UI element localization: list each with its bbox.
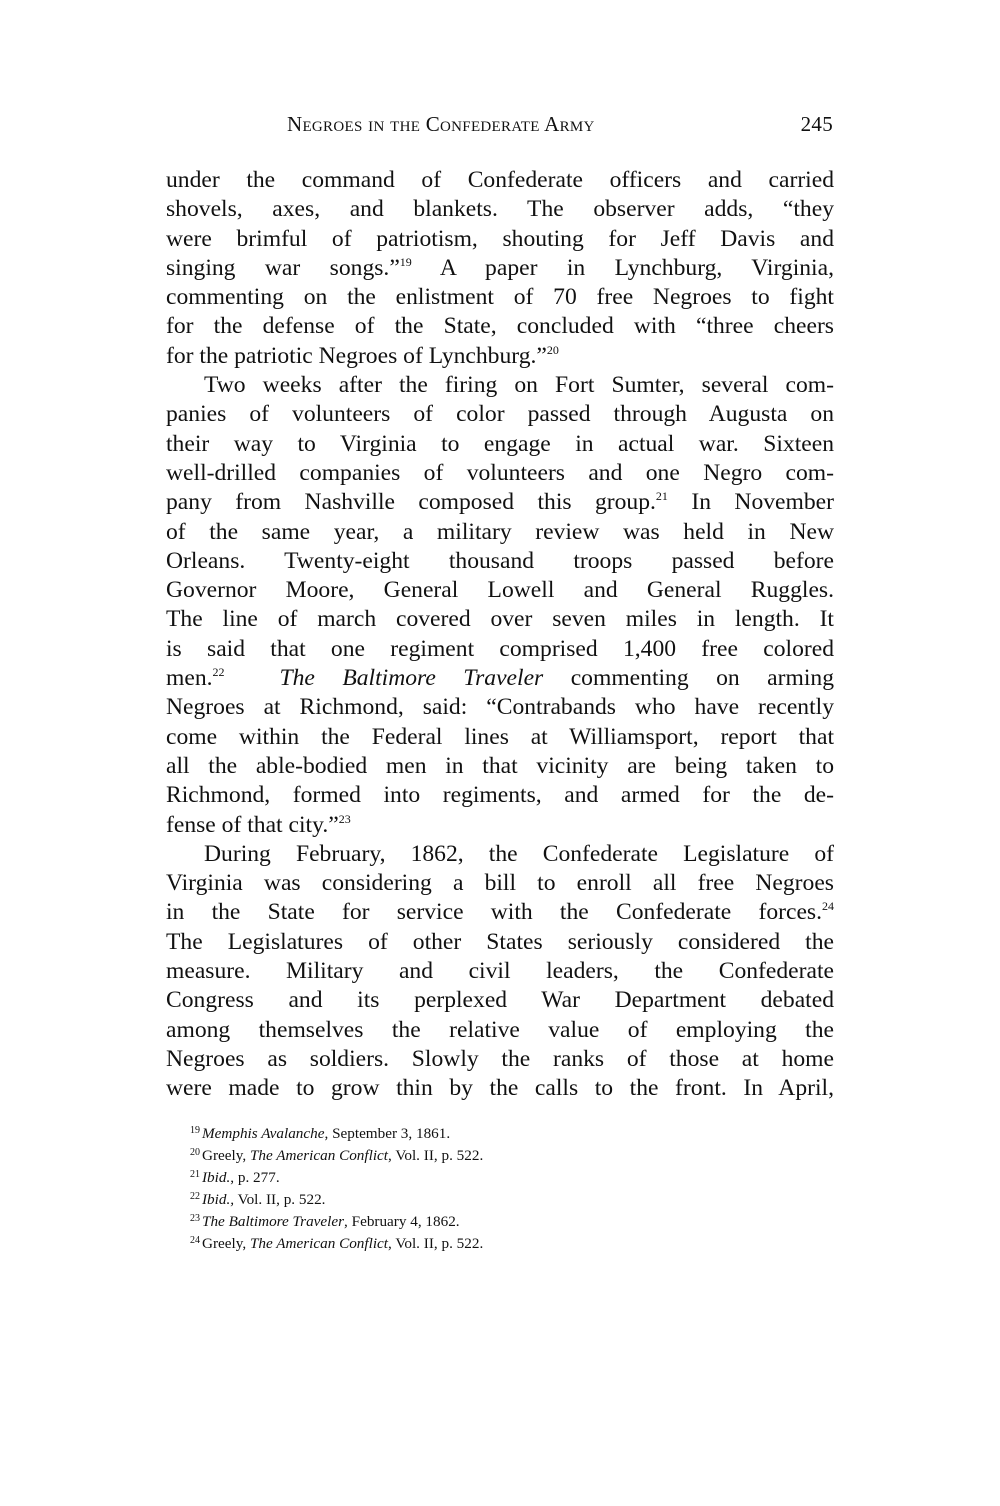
source-title: The American Conflict: [249, 1235, 389, 1252]
text-fragment: commenting on arming: [543, 665, 834, 692]
text-line: Governor Moore, General Lowell and General Ruggles.: [166, 577, 834, 604]
body-text: [166, 166, 834, 1104]
text-line: of the same year, a military review was held in New: [166, 518, 834, 545]
text-line: Negroes as soldiers. Slowly the ranks of those at home: [166, 1045, 834, 1072]
newspaper-title: The Baltimore Traveler: [279, 665, 544, 692]
text-line: Virginia was considering a bill to enroll all free Negroes: [166, 870, 834, 897]
text-fragment: In November: [667, 489, 834, 516]
footnote-ref-19[interactable]: 19: [399, 254, 412, 269]
source-title: The Baltimore Traveler: [202, 1213, 345, 1230]
text-line: were brimful of patriotism, shouting for Jeff Davis and: [166, 225, 834, 252]
footnote-detail: Vol. II, p. 522.: [234, 1191, 326, 1208]
text-line: under the command of Confederate officers and carried: [166, 167, 834, 193]
footnote-number: 23: [190, 1213, 200, 1224]
footnote-19: [190, 1123, 670, 1145]
text-line: [166, 254, 834, 283]
footnote-detail: , February 4, 1862.: [344, 1213, 460, 1230]
text-line: Negroes at Richmond, said: “Contrabands who have recently: [166, 694, 834, 721]
text-line: for the defense of the State, concluded with “three cheers: [166, 313, 834, 340]
text-line: their way to Virginia to engage in actual war. Sixteen: [166, 430, 834, 457]
text-line: Orleans. Twenty-eight thousand troops passed before: [166, 547, 834, 574]
text-fragment: men.: [166, 665, 213, 692]
text-line: well-drilled companies of volunteers and one Negro com-: [166, 459, 834, 486]
text-line: all the able-bodied men in that vicinity are being taken to: [166, 752, 834, 779]
footnote-24: [190, 1233, 670, 1255]
text-line: The Legislatures of other States seriously considered the: [166, 928, 834, 955]
text-line: among themselves the relative value of employing the: [166, 1016, 834, 1043]
text-line: Richmond, formed into regiments, and armed for the de-: [166, 782, 834, 809]
footnote-ref-22[interactable]: 22: [212, 665, 225, 680]
running-title: Negroes in the Confederate Army: [287, 112, 595, 136]
footnote-ref-24[interactable]: 24: [822, 899, 834, 914]
text-fragment: pany from Nashville composed this group.: [166, 489, 656, 516]
text-fragment: singing war songs.”: [166, 254, 400, 281]
footnote-number: 22: [190, 1191, 200, 1202]
running-head: [287, 112, 833, 142]
source-title: The American Conflict: [249, 1147, 389, 1164]
footnote-20: [190, 1145, 670, 1167]
text-fragment: in the State for service with the Confederate forces.: [166, 899, 822, 926]
text-line: shovels, axes, and blankets. The observer adds, “they: [166, 196, 834, 223]
source-title: Ibid.: [202, 1169, 231, 1186]
footnote-23: [190, 1211, 670, 1233]
footnote-detail: , September 3, 1861.: [324, 1125, 451, 1142]
source-title: Memphis Avalanche: [202, 1125, 325, 1142]
text-fragment: fense of that city.”: [166, 811, 339, 838]
source-title: Ibid.,: [202, 1191, 235, 1208]
footnote-detail: , p. 277.: [230, 1169, 280, 1186]
text-line: [166, 488, 834, 517]
footnote-number: 24: [190, 1235, 200, 1246]
footnote-ref-21[interactable]: 21: [655, 489, 668, 504]
footnote-ref-20[interactable]: 20: [546, 342, 559, 357]
footnote-author: Greely,: [202, 1235, 250, 1252]
footnotes: [190, 1123, 670, 1255]
footnote-number: 19: [190, 1125, 200, 1136]
footnote-number: 21: [190, 1169, 200, 1180]
footnote-detail: , Vol. II, p. 522.: [388, 1147, 484, 1164]
text-line: Congress and its perplexed War Department debated: [166, 987, 834, 1014]
text-line: [166, 342, 834, 371]
footnote-detail: , Vol. II, p. 522.: [388, 1235, 484, 1252]
text-line: During February, 1862, the Confederate Legislature of: [204, 840, 834, 867]
footnote-author: Greely,: [202, 1147, 250, 1164]
page-number: 245: [800, 112, 833, 136]
text-line: come within the Federal lines at Williamsport, report that: [166, 723, 834, 750]
footnote-ref-23[interactable]: 23: [338, 811, 351, 826]
text-line: Two weeks after the firing on Fort Sumter, several com-: [204, 372, 834, 399]
footnote-21: [190, 1167, 670, 1189]
text-line: were made to grow thin by the calls to the front. In April,: [166, 1075, 834, 1102]
footnote-number: 20: [190, 1147, 200, 1158]
text-line: [166, 664, 834, 693]
text-line: [166, 898, 834, 927]
text-line: is said that one regiment comprised 1,400 free colored: [166, 635, 834, 662]
text-line: panies of volunteers of color passed through Augusta on: [166, 401, 834, 428]
text-fragment: A paper in Lynchburg, Virginia,: [411, 254, 834, 281]
text-line: measure. Military and civil leaders, the Confederate: [166, 958, 834, 985]
text-line: The line of march covered over seven miles in length. It: [166, 606, 834, 633]
footnote-22: [190, 1189, 670, 1211]
text-line: commenting on the enlistment of 70 free Negroes to fight: [166, 284, 834, 311]
text-line: [166, 811, 834, 840]
text-fragment: for the patriotic Negroes of Lynchburg.”: [166, 342, 547, 369]
